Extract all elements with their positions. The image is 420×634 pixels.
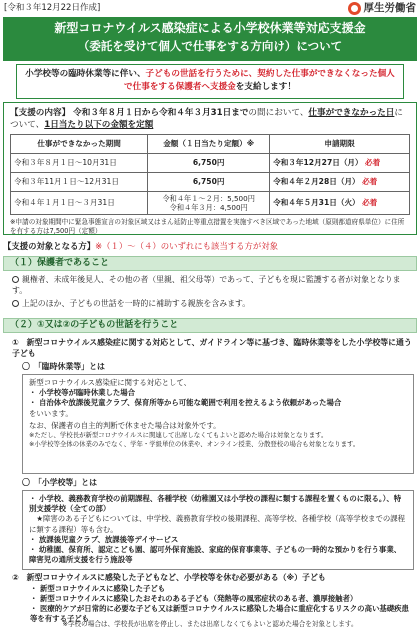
shogakko-line: ・ 小学校、義務教育学校の前期課程、各種学校（幼稚園又は小学校の課程に類する課程を置くものに限る。）、特別支援学校（全ての部） — [29, 494, 402, 514]
s2-point-1: ① 新型コロナウイルス感染症に関する対応として、ガイドライン等に基づき、臨時休業等をした小学校等に通う子ども — [12, 338, 412, 358]
support-label: 【支援の内容】 — [10, 108, 71, 118]
table-header: 金額（１日当たり定額）※ — [148, 135, 270, 154]
section-1-title: （１）保護者であること — [3, 256, 417, 271]
mhlw-logo — [348, 2, 417, 15]
mhlw-logo-icon — [348, 2, 361, 15]
page-title-banner — [3, 17, 417, 61]
circle-bullet-icon — [12, 300, 19, 307]
support-note: ※申請の対象期間中に緊急事態宣言の対象区域又はまん延防止等重点措置を実施すべき区域であった地域（原則都道府県単位）に住所を有する方は7,500円（定額） — [10, 218, 405, 235]
row-deadline: 令和３年12月27日（月） 必着 — [270, 154, 410, 173]
table-header: 仕事ができなかった期間 — [11, 135, 148, 154]
rinji-heading: 〇 「臨時休業等」とは — [22, 362, 105, 371]
p2-list-item: ・ 医療的ケアが日常的に必要な子ども又は新型コロナウイルスに感染した場合に重症化するリスクの高い基礎疾患等を有する子ども — [30, 603, 409, 623]
row-period: 令和３年８月１日～10月31日 — [11, 154, 148, 173]
support-content-box — [3, 102, 417, 235]
shogakko-line: ・ 放課後児童クラブ、放課後等デイサービス — [29, 534, 179, 544]
support-u1: 仕事ができなかった日 — [308, 108, 395, 118]
table-header: 申請期限 — [270, 135, 410, 154]
intro-text-c: を支給します！ — [235, 82, 296, 93]
support-u2: 1日当たり以下の金額を定額 — [44, 120, 154, 131]
footnote: ※学校の場合は、学校長が出席を停止し、または出席しなくてもよいと認めた場合を対象とします。 — [62, 620, 358, 628]
row-deadline: 令和４年２月28日（月） 必着 — [270, 173, 410, 192]
intro-box — [16, 64, 404, 99]
s2-point-2-list — [30, 584, 416, 624]
shogakko-box — [22, 490, 414, 570]
rinji-line: 新型コロナウイルス感染症に関する対応として、 — [29, 378, 192, 387]
shogakko-heading: 〇 「小学校等」とは — [22, 478, 97, 487]
row-amount: 6,750円 — [148, 173, 270, 192]
p2-list-item: ・ 新型コロナウイルスに感染したおそれのある子ども（発熱等の風邪症状のある者、濃厚接触者） — [30, 593, 358, 603]
row-amount: 令和４年１～２月：5,500円 令和４年３月：4,500円 — [148, 192, 270, 215]
row-period: 令和３年11月１日～12月31日 — [11, 173, 148, 192]
support-period: 令和３年８月１日から令和４年３月31日まで — [73, 108, 249, 118]
table-row — [11, 192, 410, 215]
row-amount: 6,750円 — [148, 154, 270, 173]
intro-text-b: 子どもの世話を行うために、契約した仕事ができなくなった個人で仕事をする保護者へ支援金 — [124, 69, 395, 93]
shogakko-line: ・ 幼稚園、保育所、認定こども園、認可外保育施設、家庭的保育事業等、子どもの一時的な預かりを行う事業、障害児の通所支援を行う施設等 — [29, 545, 402, 565]
table-row — [11, 173, 410, 192]
support-description — [10, 107, 410, 131]
support-table — [10, 134, 410, 215]
page-subtitle: （委託を受けて個人で仕事をする方向け）について — [77, 39, 343, 53]
shogakko-line: ★障害のある子どもについては、中学校、義務教育学校の後期課程、高等学校、各種学校（高等学校までの課程に類する課程）等も含む。 — [29, 514, 406, 534]
rinji-line: なお、保護者の自主的判断で休ませた場合は対象外です。 — [29, 420, 221, 430]
section-2-title: （２）①又は②の子どもの世話を行うこと — [3, 318, 417, 333]
mhlw-logo-text: 厚生労働省 — [363, 2, 416, 14]
intro-text-a: 小学校等の臨時休業等に伴い、 — [25, 69, 146, 79]
rinji-line: をいいます。 — [29, 408, 73, 418]
support-rest2: について、 — [10, 108, 403, 131]
p2-list-item: ・ 新型コロナウイルスに感染した子ども — [30, 584, 166, 593]
rinji-line: ※小学校等全体の休業のみでなく、学年・学級単位の休業や、オンライン授業、分散登校の場合も対象となります。 — [29, 439, 360, 448]
s1-bullet-1: 親権者、未成年後見人、その他の者（里親、祖父母等）であって、子どもを現に監護する者が対象となります。 — [12, 275, 401, 295]
targets-heading: 【支援の対象となる方】※（１）～（４）のいずれにも該当する方が対象 — [3, 241, 279, 251]
circle-bullet-icon — [12, 276, 19, 283]
row-deadline: 令和４年５月31日（火） 必着 — [270, 192, 410, 215]
support-rest1: の間において、 — [248, 108, 309, 118]
rinji-line: ※ただし、学校長が新型コロナウイルスに関連して出席しなくてもよいと認めた場合は対象となります。 — [29, 431, 328, 440]
page-title: 新型コロナウイルス感染症による小学校休業等対応支援金 — [54, 21, 366, 35]
table-row — [11, 154, 410, 173]
rinji-line: ・ 自治体や放課後児童クラブ、保育所等から可能な範囲で利用を控えるよう依頼があった場合 — [29, 398, 342, 408]
rinji-line: ・ 小学校等が臨時休業した場合 — [29, 388, 136, 398]
s1-bullet-2: 上記のほか、子どもの世話を一時的に補助する親族を含みます。 — [12, 299, 412, 310]
s2-point-2: ② 新型コロナウイルスに感染した子どもなど、小学校等を休む必要がある（※）子ども — [12, 573, 326, 582]
rinji-box — [22, 374, 414, 474]
row-period: 令和４年１月１日～３月31日 — [11, 192, 148, 215]
creation-date: [令和３年12月22日作成] — [4, 3, 101, 13]
